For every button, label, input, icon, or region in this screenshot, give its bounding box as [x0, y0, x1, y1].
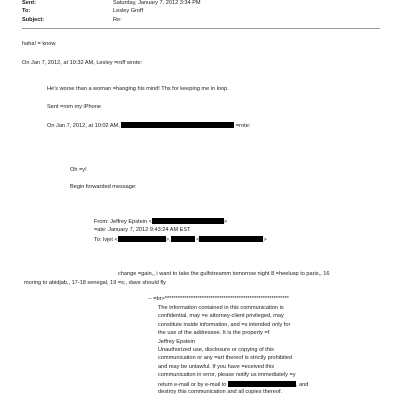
fwd-from-suffix: > [223, 219, 228, 225]
redaction-block [118, 236, 166, 242]
disclaimer-line-text: return e-mail or by e-mail to [158, 381, 227, 388]
redaction-block [199, 236, 263, 242]
disclaimer-line: Jeffrey Epstein [158, 338, 195, 345]
disclaimer-line: constitute inside information, and =s intended only for [158, 321, 291, 328]
quote2-intro-suffix: =rote: [235, 123, 251, 129]
quote2-intro-prefix: On Jan 7, 2012, at 10:02 AM, [47, 123, 120, 129]
redaction-block [121, 122, 234, 128]
quote2-intro [47, 122, 250, 130]
reply-line: haha! = know. [22, 41, 57, 47]
disclaimer-line: the use of the addressee. It is the property =f [158, 330, 270, 337]
to-value: Lesley Groff [113, 8, 144, 14]
disclaimer-line-email [158, 381, 384, 389]
fwd-to-sep2: < [196, 237, 200, 243]
quote1-signature: Sent =rom my iPhone [47, 104, 101, 110]
message-line-1: change =gain,, i want to take the gulfstreamm tomorrow night 8 =heelusp to paris,, 16 [118, 271, 330, 277]
disclaimer-line: and may be unlawful. If you have =eceived this [158, 363, 275, 370]
fwd-date: =ate: January 7, 2012 9:43:24 AM EST [94, 227, 191, 233]
subject-value: Re: [113, 17, 122, 23]
quote2-text: Oh =y! [70, 167, 87, 173]
sent-label: Sent: [22, 0, 36, 6]
quote1-intro: On Jan 7, 2012, at 10:32 AM, Lesley =roff wrote: [22, 60, 143, 66]
disclaimer-line: destroy this communication and all copies thereof. [158, 388, 283, 395]
signature-separator: -- =br>********************************************************* [148, 296, 289, 302]
message-line-2: moring to abidjab,, 17-18 senegal, 19 =s;, dave should fly [24, 280, 166, 286]
redaction-block [152, 218, 224, 224]
disclaimer-line: confidential, may =e attorney-client privileged, may [158, 313, 284, 320]
redaction-block [228, 381, 296, 387]
forwarded-header: Begin forwarded message: [70, 184, 137, 190]
redaction-block [171, 236, 195, 242]
quote1-text: He's worse than a woman =hanging his mind! Thx for keeping me in loop. [47, 86, 229, 92]
disclaimer [158, 305, 384, 397]
subject-label: Subject: [22, 17, 45, 23]
fwd-to-sep1: >, [165, 237, 171, 243]
fwd-to-suffix: > [263, 237, 267, 243]
disclaimer-line: The information contained in this communication is [158, 305, 284, 311]
sent-value: Saturday, January 7, 2012 3:34 PM [113, 0, 201, 6]
disclaimer-line: communication in error, please notify us immediately =y [158, 372, 296, 379]
disclaimer-line: communication or any =art thereof is strictly prohibited [158, 355, 293, 362]
header-divider [22, 28, 380, 29]
fwd-from [94, 218, 227, 226]
disclaimer-tail: , and [295, 381, 309, 388]
fwd-to [94, 236, 267, 244]
fwd-to-prefix: To: lvjet < [94, 237, 118, 243]
fwd-from-prefix: From: Jeffrey Epstein < [94, 219, 152, 225]
to-label: To: [22, 8, 31, 14]
disclaimer-line: Unauthorized use, disclosure or copying of this [158, 346, 274, 353]
